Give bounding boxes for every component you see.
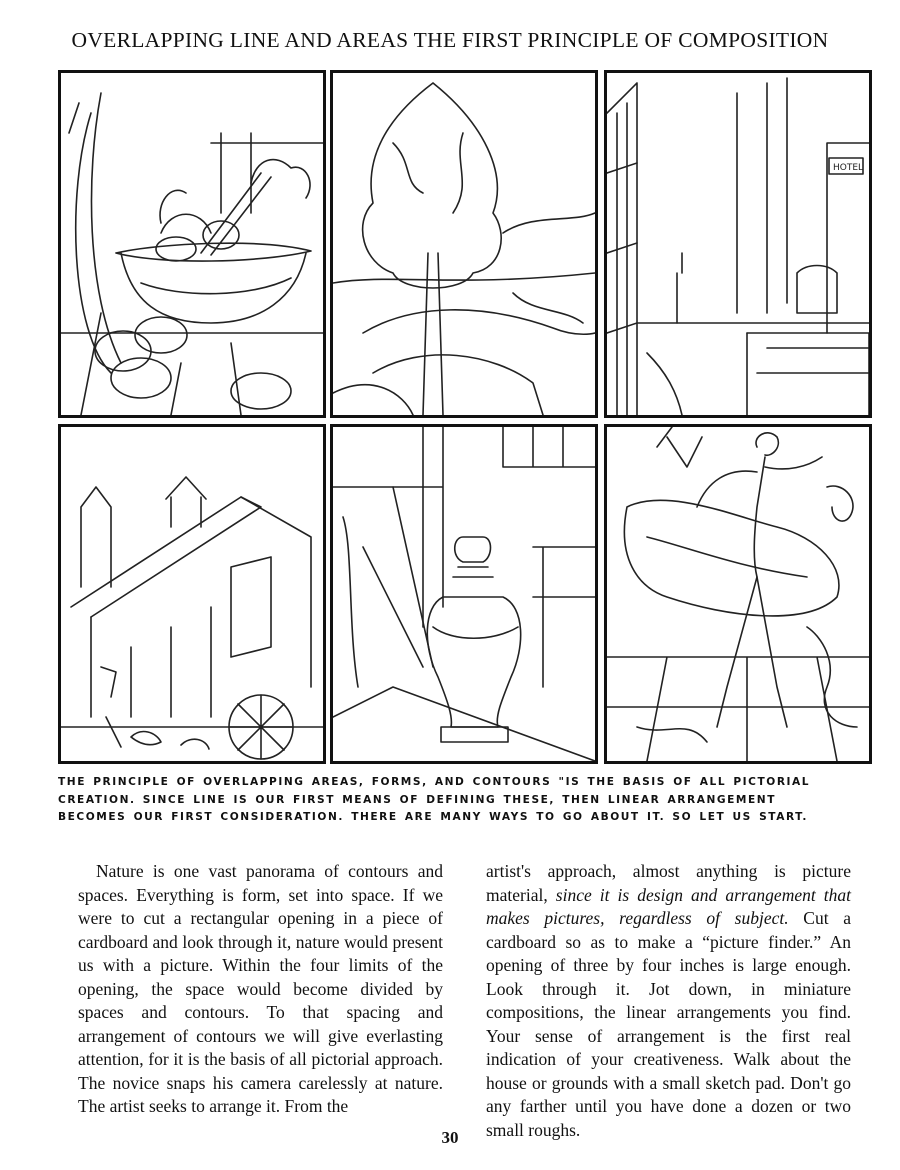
hotel-sign: HOTEL [833, 163, 864, 173]
caption-line-1: THE PRINCIPLE OF OVERLAPPING AREAS, FORMS, AND CONTOURS "IS THE BASIS OF ALL PICTORIAL [58, 776, 811, 788]
page-number: 30 [441, 1128, 459, 1147]
still-life-drawing [61, 73, 323, 415]
caption-line-3: BECOMES OUR FIRST CONSIDERATION. THERE ARE MANY WAYS TO GO ABOUT IT. SO LET US START. [58, 811, 808, 823]
illustration-city [604, 70, 872, 418]
barn-drawing [61, 427, 323, 761]
body-column-left [78, 860, 443, 1119]
illustration-caption [58, 774, 878, 827]
body-text-right-italic: since it is design and arrangement that makes pictures, regardless of subject. [486, 884, 851, 928]
body-column-right [486, 860, 851, 1142]
illustration-dancer [604, 424, 872, 764]
illustration-grid [58, 70, 872, 764]
illustration-still-life [58, 70, 326, 418]
city-drawing [607, 73, 869, 415]
body-text-right-c: Cut a cardboard so as to make a “picture finder.” An opening of three by four inches is large enough. Look through it. Jot down, in miniature compositions, the linear arrangements you find. Your sense of arrangement is the first real indication of your creativeness. Walk about the house or grounds with a small sketch pad. Don't go any farther until you have done a dozen or two small roughs. [486, 908, 852, 1140]
body-text-right-a: artist's approach, almost anything is picture material, [486, 861, 851, 905]
body-paragraph-right [486, 860, 851, 1142]
landscape-drawing [333, 73, 595, 415]
interior-drawing [333, 427, 595, 761]
illustration-barn [58, 424, 326, 764]
illustration-landscape [330, 70, 598, 418]
caption-line-2: CREATION. SINCE LINE IS OUR FIRST MEANS OF DEFINING THESE, THEN LINEAR ARRANGEMENT [58, 793, 776, 806]
dancer-drawing [607, 427, 869, 761]
body-paragraph-left: Nature is one vast panorama of contours and spaces. Everything is form, set into space. If we were to cut a rectangular opening in a piece of cardboard and look through it, nature would present us with a picture. Within the four limits of the opening, the space would become divided by spaces and contours. To that spacing and arrangement of contours we will give everlasting attention, for it is the basis of all pictorial approach. The novice snaps his camera carelessly at nature. The artist seeks to arrange it. From the [78, 861, 443, 1116]
illustration-interior [330, 424, 598, 764]
page-title: OVERLAPPING LINE AND AREAS THE FIRST PRINCIPLE OF COMPOSITION [71, 28, 829, 52]
